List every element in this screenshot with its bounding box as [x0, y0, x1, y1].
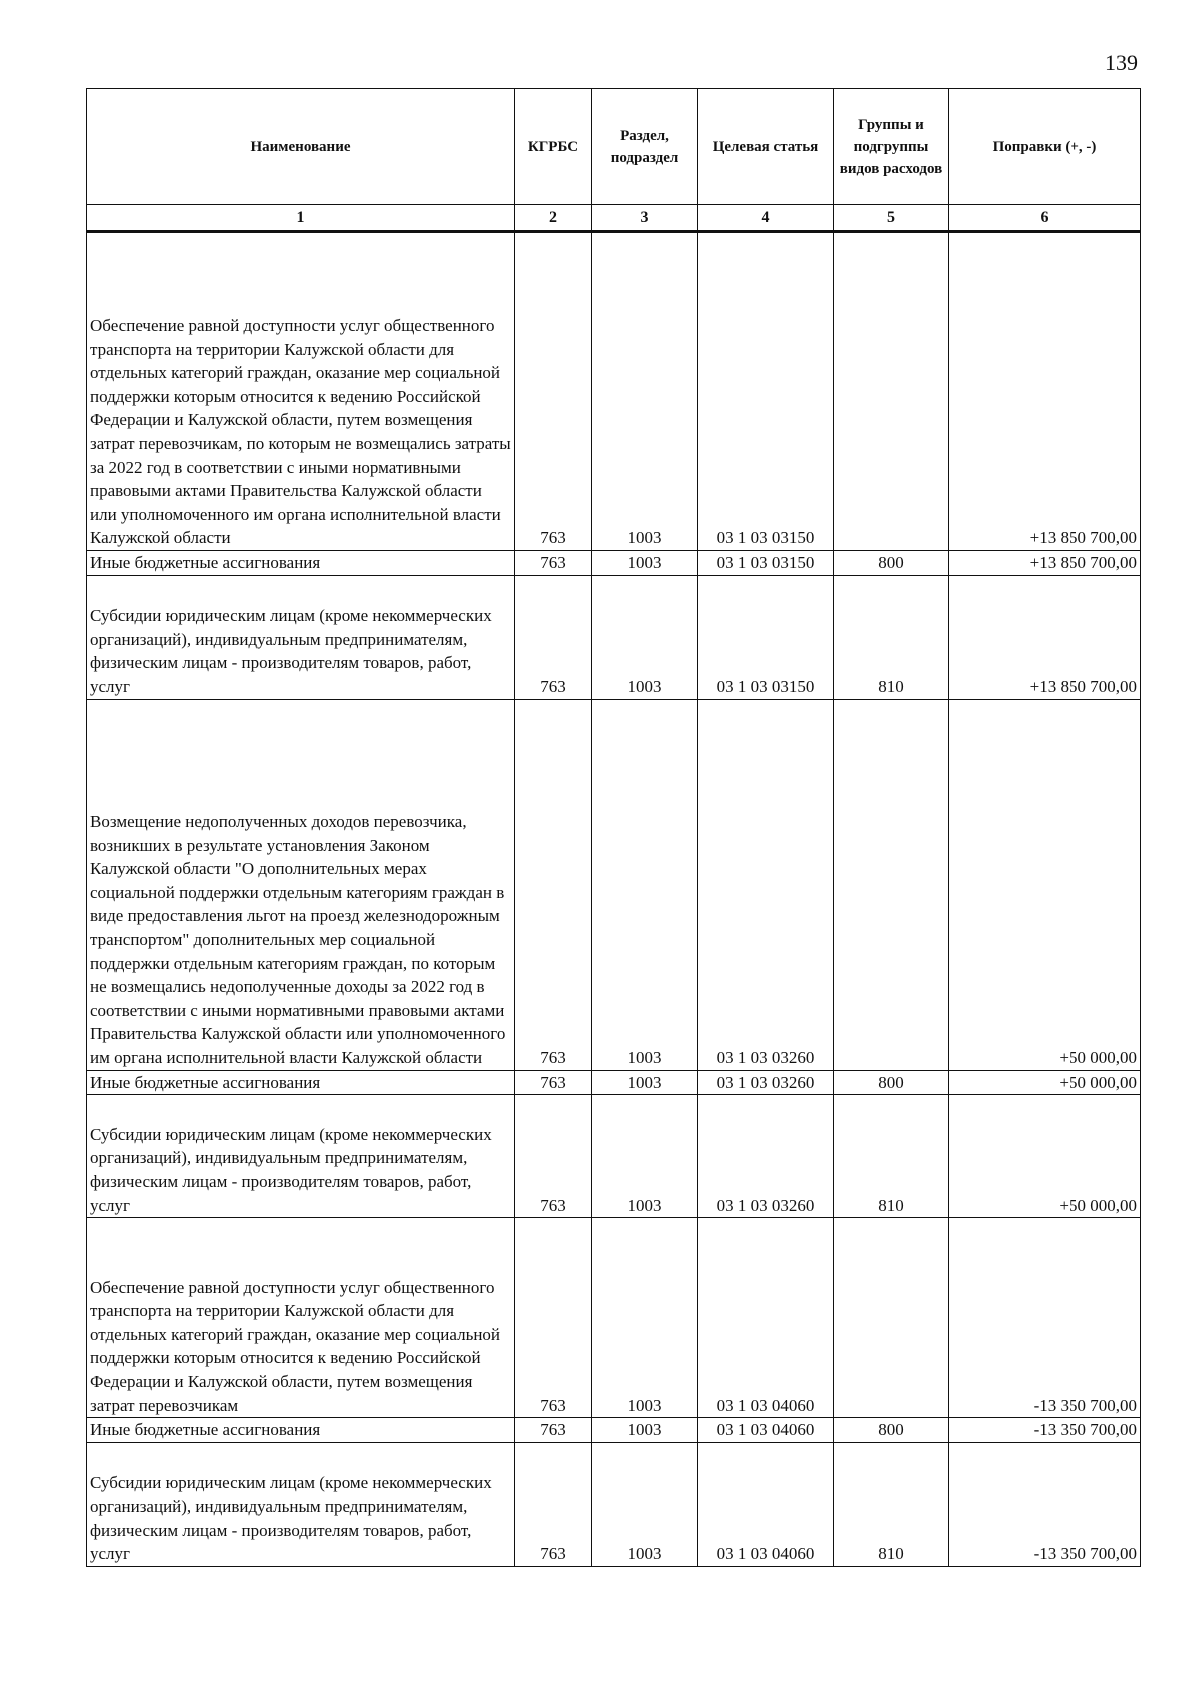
row-name: Субсидии юридическим лицам (кроме некоммерческих организаций), индивидуальным предпринимателям, физическим лицам - производителям товаров, работ, услуг — [87, 1442, 515, 1566]
table-row — [87, 1070, 1141, 1095]
row-section: 1003 — [592, 575, 698, 699]
row-section: 1003 — [592, 1418, 698, 1443]
row-target: 03 1 03 03150 — [698, 575, 834, 699]
page-number: 139 — [1105, 50, 1138, 75]
row-target: 03 1 03 04060 — [698, 1218, 834, 1418]
row-name: Иные бюджетные ассигнования — [87, 1418, 515, 1443]
row-kgrbs: 763 — [515, 1095, 592, 1218]
header-kgrbs: КГРБС — [515, 89, 592, 205]
row-group — [834, 699, 949, 1070]
row-section: 1003 — [592, 551, 698, 576]
row-kgrbs: 763 — [515, 699, 592, 1070]
row-name: Обеспечение равной доступности услуг общественного транспорта на территории Калужской области для отдельных категорий граждан, оказание мер социальной поддержки которым относится к ведению Российской Федерации и Калужской области, путем возмещения затрат перевозчикам — [87, 1218, 515, 1418]
table-row — [87, 1095, 1141, 1218]
row-name: Возмещение недополученных доходов перевозчика, возникших в результате установления Законом Калужской области "О дополнительных мерах социальной поддержки отдельным категориям граждан в виде предоставления льгот на проезд железнодорожным транспортом" дополнительных мер социальной поддержки отдельным категориям граждан, по которым не возмещались недополученные доходы за 2022 год в соответствии с иными нормативными правовыми актами Правительства Калужской области или уполномоченного им органа исполнительной власти Калужской области — [87, 699, 515, 1070]
column-number: 3 — [592, 205, 698, 232]
row-amount: +50 000,00 — [949, 699, 1141, 1070]
column-number: 5 — [834, 205, 949, 232]
row-amount: +13 850 700,00 — [949, 551, 1141, 576]
row-section: 1003 — [592, 1095, 698, 1218]
column-number: 6 — [949, 205, 1141, 232]
table-row — [87, 551, 1141, 576]
row-kgrbs: 763 — [515, 232, 592, 551]
table-row — [87, 1442, 1141, 1566]
row-section: 1003 — [592, 1218, 698, 1418]
table-row — [87, 232, 1141, 551]
row-target: 03 1 03 04060 — [698, 1442, 834, 1566]
row-kgrbs: 763 — [515, 1070, 592, 1095]
table-header-row — [87, 89, 1141, 205]
row-section: 1003 — [592, 699, 698, 1070]
row-kgrbs: 763 — [515, 1418, 592, 1443]
row-amount: -13 350 700,00 — [949, 1442, 1141, 1566]
table-row — [87, 1418, 1141, 1443]
column-number: 1 — [87, 205, 515, 232]
row-target: 03 1 03 03260 — [698, 1095, 834, 1218]
row-name: Иные бюджетные ассигнования — [87, 551, 515, 576]
row-kgrbs: 763 — [515, 1442, 592, 1566]
column-number: 4 — [698, 205, 834, 232]
row-target: 03 1 03 04060 — [698, 1418, 834, 1443]
table-row — [87, 699, 1141, 1070]
row-section: 1003 — [592, 1070, 698, 1095]
row-kgrbs: 763 — [515, 1218, 592, 1418]
header-target: Целевая статья — [698, 89, 834, 205]
row-group: 800 — [834, 1418, 949, 1443]
row-group: 810 — [834, 1442, 949, 1566]
row-name: Иные бюджетные ассигнования — [87, 1070, 515, 1095]
row-kgrbs: 763 — [515, 575, 592, 699]
row-group — [834, 1218, 949, 1418]
header-amendments: Поправки (+, -) — [949, 89, 1141, 205]
row-kgrbs: 763 — [515, 551, 592, 576]
row-amount: +50 000,00 — [949, 1095, 1141, 1218]
row-name: Обеспечение равной доступности услуг общественного транспорта на территории Калужской области для отдельных категорий граждан, оказание мер социальной поддержки которым относится к ведению Российской Федерации и Калужской области, путем возмещения затрат перевозчикам, по которым не возмещались затраты за 2022 год в соответствии с иными нормативными правовыми актами Правительства Калужской области или уполномоченного им органа исполнительной власти Калужской области — [87, 232, 515, 551]
table-row — [87, 1218, 1141, 1418]
row-target: 03 1 03 03150 — [698, 232, 834, 551]
row-group: 800 — [834, 1070, 949, 1095]
row-name: Субсидии юридическим лицам (кроме некоммерческих организаций), индивидуальным предпринимателям, физическим лицам - производителям товаров, работ, услуг — [87, 575, 515, 699]
row-name: Субсидии юридическим лицам (кроме некоммерческих организаций), индивидуальным предпринимателям, физическим лицам - производителям товаров, работ, услуг — [87, 1095, 515, 1218]
header-section: Раздел, подраздел — [592, 89, 698, 205]
row-target: 03 1 03 03150 — [698, 551, 834, 576]
row-section: 1003 — [592, 1442, 698, 1566]
row-group: 810 — [834, 575, 949, 699]
row-amount: +50 000,00 — [949, 1070, 1141, 1095]
row-group: 800 — [834, 551, 949, 576]
row-amount: +13 850 700,00 — [949, 575, 1141, 699]
row-target: 03 1 03 03260 — [698, 1070, 834, 1095]
row-amount: -13 350 700,00 — [949, 1218, 1141, 1418]
row-group: 810 — [834, 1095, 949, 1218]
row-amount: -13 350 700,00 — [949, 1418, 1141, 1443]
table-row — [87, 575, 1141, 699]
header-name: Наименование — [87, 89, 515, 205]
row-target: 03 1 03 03260 — [698, 699, 834, 1070]
row-group — [834, 232, 949, 551]
row-section: 1003 — [592, 232, 698, 551]
column-number: 2 — [515, 205, 592, 232]
header-groups: Группы и подгруппы видов расходов — [834, 89, 949, 205]
budget-amendments-table — [86, 88, 1141, 1567]
row-amount: +13 850 700,00 — [949, 232, 1141, 551]
column-number-row — [87, 205, 1141, 232]
